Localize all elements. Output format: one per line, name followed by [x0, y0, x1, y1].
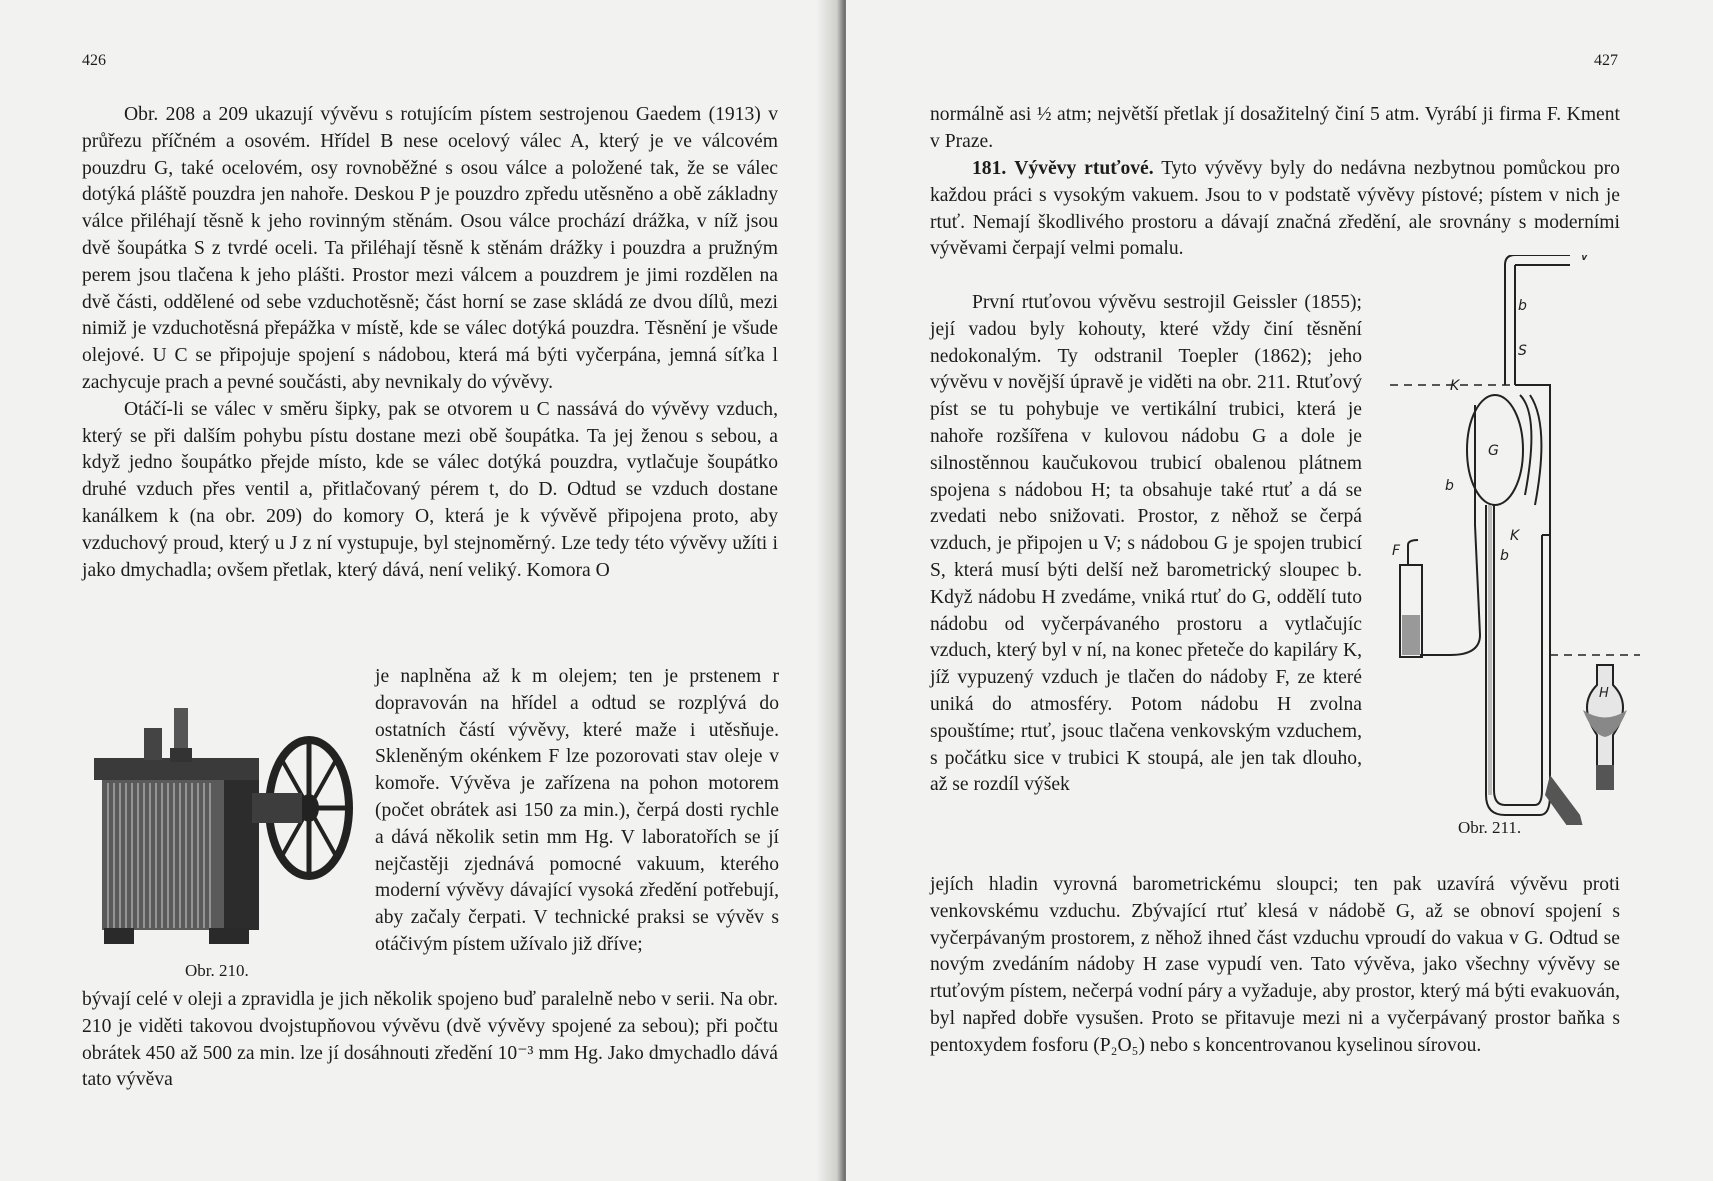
left-wrap-paragraph: je naplněna až k m olejem; ten je prstenem r dopravován na hřídel a odtud se rozplývá do ostatních částí vývěvy, které maže i utěsňuje. Skleněným okénkem F lze pozorovati stav oleje v komoře. Vývěva je zařízena na pohon motorem (počet obrátek asi 150 za min.), čerpá dosti rychle a dává několik setin mm Hg. V laboratořích se jí nejčastěji zjednává pomocné vakuum, kterého moderní vývěvy dávající vysoká zředění potřebují, aby začaly čerpati. V technické praksi se vývěv s otáčivým pístem užívalo již dříve; — [375, 666, 779, 955]
figure-210-vacuum-pump — [84, 688, 364, 958]
left-paragraph-2: Otáčí-li se válec v směru šipky, pak se otvorem u C nassává do vývěvy vzduch, který se při dalším pohybu pístu dostane mezi obě šoupátka. Ta jej ženou s sebou, a když jedno šoupátko přejde místo, kde se válec dotýká pouzdra, vytlačuje šoupátko druhé vzduch přes ventil a, přitlačovaný pérem t, do D. Odtud se vzduch dostane kanálkem k (na obr. 209) do komory O, která je k vývěvě připojena proto, aby vzduchový proud, který u J z ní vystupuje, byl stejnoměrný. Lze tedy této vývěvy užíti i jako dmychadla; ovšem přetlak, který dává, není veliký. Komora O — [82, 398, 778, 581]
figure-210-caption: Obr. 210. — [185, 961, 249, 980]
label-b-left: b — [1445, 478, 1454, 494]
label-K-upper: K — [1450, 378, 1460, 394]
section-number: 181. — [972, 158, 1007, 179]
left-wrap-text — [375, 664, 779, 959]
label-K-lower: K — [1510, 528, 1520, 544]
section-text: Tyto vývěvy byly do nedávna nezbytnou pomůckou pro každou práci s vysokým vakuem. Jsou to v podstatě vývěvy pístové; pístem v nich je rtuť. Nemají škodlivého prostoru a dávají značná zředění, ale srovnány s moderními vývěvami čerpají velmi pomalu. — [930, 158, 1620, 260]
label-b-right: b — [1500, 548, 1509, 564]
right-section-header-block — [930, 156, 1620, 263]
left-bottom-text — [82, 987, 778, 1094]
right-bottom-text — [930, 872, 1620, 1060]
figure-210-drawing — [84, 688, 364, 958]
label-F: F — [1392, 543, 1401, 559]
label-b-top: b — [1518, 298, 1527, 314]
section-title: Vývěvy rtuťové. — [1014, 158, 1154, 179]
right-wrap-text — [930, 290, 1362, 799]
page-number-right: 427 — [1594, 52, 1618, 69]
figure-211-vessel-H — [1575, 655, 1635, 805]
left-paragraph-3: bývají celé v oleji a zpravidla je jich několik spojeno buď paralelně nebo v serii. Na obr. 210 je viděti takovou dvojstupňovou vývěvu (dvě vývěvy spojené za sebou); při počtu obrátek 450 až 500 za min. lze jí dosáhnouti zředění 10⁻³ mm Hg. Jako dmychadlo dává tato vývěva — [82, 989, 778, 1091]
label-V: V — [1580, 255, 1590, 264]
right-paragraph-1: normálně asi ½ atm; největší přetlak jí dosažitelný činí 5 atm. Vyrábí ji firma F. Kment v Praze. — [930, 104, 1620, 152]
right-top-text — [930, 102, 1620, 156]
right-paragraph-3: jejích hladin vyrovná barometrickému sloupci; ten pak uzavírá vývěvu proti venkovskému vzduchu. Zbývající rtuť klesá v nádobě G, až se obnoví spojení s vyčerpávaným prostorem, z něhož ihned část vzduchu vproudí do vakua v G. Odtud se novým zvedáním nádoby H zase vypudí ven. Tato vývěva, jako všechny vývěvy se rtuťovým pístem, nečerpá vodní páry a vyžaduje, aby prostor, který má býti evakuován, byl napřed dobře vysušen. Proto se přitavuje mezi ni a vyčerpávaný prostor baňka s pentoxydem fosforu (P₂O₅) nebo s koncentrovanou kyselinou sírovou. — [930, 874, 1620, 1056]
page-number-left: 426 — [82, 52, 106, 69]
left-main-text — [82, 102, 778, 584]
right-paragraph-2: První rtuťovou vývěvu sestrojil Geissler (1855); její vadou byly kohouty, které vždy činí těsnění nedokonalým. Ty odstranil Toepler (1862); jeho vývěvu v novější úpravě je viděti na obr. 211. Rtuťový píst se tu pohybuje ve vertikální trubici, která je nahoře rozšířena v kulovou nádobu G a dole je silnostěnnou kaučukovou trubicí obalenou plátnem spojena s nádobou H; ta obsahuje také rtuť a dá se zvedati nebo snižovati. Prostor, z něhož se čerpá vzduch, je připojen u V; s nádobou G je spojen trubicí S, která musí býti delší než barometrický sloupec b. Když nádobu H zvedáme, vniká rtuť do G, oddělí tuto nádobu od vyčerpávaného prostoru a vytlačujíc vzduch, který byl v ní, na konec přeteče do kapiláry K, jíž vypuzený vzduch je tlačen do nádoby F, ze které uniká do atmosféry. Potom nádobu H zvolna spouštíme; rtuť, jsouc tlačena venkovským vzduchem, s počátku sice v trubici K stoupá, ale jen tak dlouho, až se rozdíl výšek — [930, 292, 1362, 796]
label-G: G — [1488, 443, 1499, 459]
label-H: H — [1599, 686, 1609, 701]
label-S: S — [1518, 343, 1527, 359]
left-paragraph-1: Obr. 208 a 209 ukazují vývěvu s rotujícím pístem sestrojenou Gaedem (1913) v průřezu příčném a osovém. Hřídel B nese ocelový válec A, který je ve válcovém pouzdru G, také ocelovém, osy rovnoběžné s osou válce a položené tak, že se válec dotýká pláště pouzdra jen nahoře. Deskou P je pouzdro zpředu utěsněno a obě základny válce přiléhají těsně k jeho rovinným stěnám. Osou válce prochází drážka, v níž jsou dvě šoupátka S z tvrdé oceli. Ta přiléhají těsně k stěnám drážky i pouzdra a pružným perem jsou tlačena k jeho plášti. Prostor mezi válcem a pouzdrem je jimi rozdělen na dvě části, oddělené od sebe vzduchotěsně; část horní se zase skládá ze dvou dílů, mezi nimiž je vzduchotěsná přepážka v místě, kde se válec dotýká pouzdra. Těsnění je všude olejové. U C se připojuje spojení s nádobou, která má býti vyčerpána, jemná síťka l zachycuje prach a pevné součásti, aby nevnikaly do vývěvy. — [82, 104, 778, 393]
figure-211-caption: Obr. 211. — [1458, 818, 1522, 837]
left-page — [0, 0, 838, 1181]
